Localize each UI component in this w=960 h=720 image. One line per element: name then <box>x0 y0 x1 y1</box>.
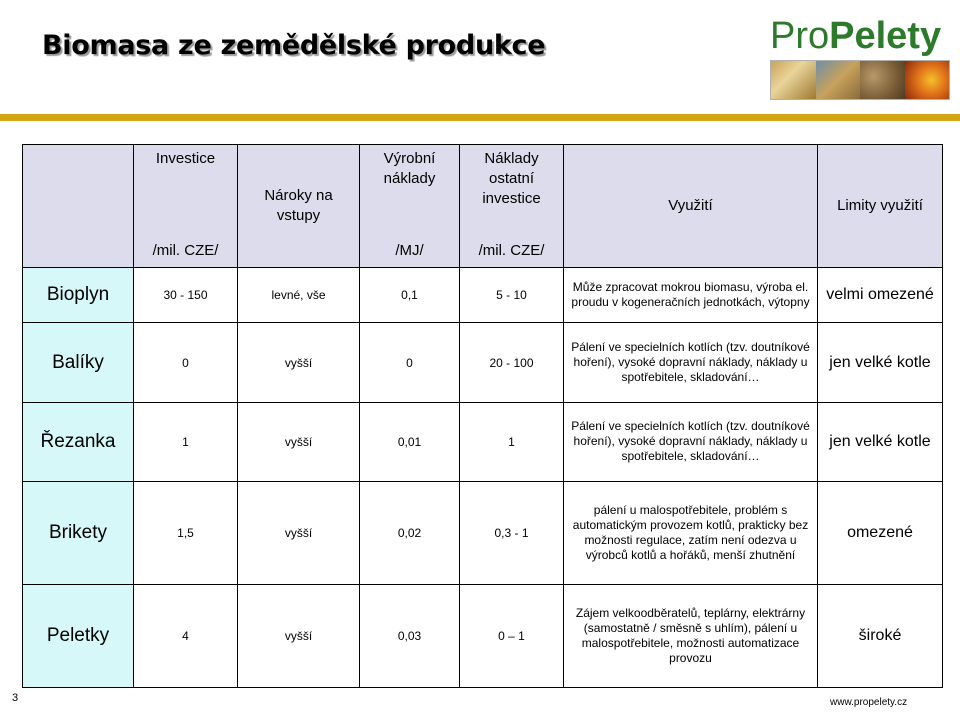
logo-pro-text: Pro <box>770 15 830 57</box>
cell-ostatni: 1 <box>460 402 564 481</box>
row-name: Peletky <box>23 584 134 687</box>
page-title: Biomasa ze zemědělské produkce <box>42 30 546 61</box>
cell-investice: 0 <box>134 323 238 402</box>
cell-naroky: vyšší <box>238 323 360 402</box>
table-row <box>23 402 943 481</box>
header-investice-unit: /mil. CZE/ <box>152 242 219 259</box>
cell-naroky: vyšší <box>238 481 360 584</box>
table-header-row <box>23 145 943 268</box>
cell-ostatni: 0 – 1 <box>460 584 564 687</box>
header-vyuziti: Využití <box>564 145 818 268</box>
cell-limity: velmi omezené <box>818 268 943 323</box>
propelety-logo <box>768 14 948 100</box>
page-number: 3 <box>12 692 19 704</box>
header-investice <box>134 145 238 268</box>
row-name: Brikety <box>23 481 134 584</box>
cell-investice: 4 <box>134 584 238 687</box>
cell-vyrobni: 0,01 <box>360 402 460 481</box>
cell-vyuziti: Může zpracovat mokrou biomasu, výroba el. proudu v kogeneračních jednotkách, výtopny <box>564 268 818 323</box>
header-vyrobni <box>360 145 460 268</box>
footer-url: www.propelety.cz <box>830 697 908 708</box>
row-name: Bioplyn <box>23 268 134 323</box>
header-vyrobni-label: Výrobní náklady <box>383 150 436 187</box>
table-row <box>23 584 943 687</box>
header-vyrobni-unit: /MJ/ <box>395 242 424 259</box>
cell-vyrobni: 0,1 <box>360 268 460 323</box>
header-empty-cell <box>23 145 134 268</box>
cell-naroky: levné, vše <box>238 268 360 323</box>
table-row <box>23 481 943 584</box>
cell-vyuziti: Zájem velkoodběratelů, teplárny, elektrárny (samostatně / směsně s uhlím), pálení u malospotřebitele, možnosti automatizace provozu <box>564 584 818 687</box>
cell-vyrobni: 0,02 <box>360 481 460 584</box>
cell-vyrobni: 0 <box>360 323 460 402</box>
cell-investice: 1,5 <box>134 481 238 584</box>
cell-ostatni: 0,3 - 1 <box>460 481 564 584</box>
row-name: Balíky <box>23 323 134 402</box>
cell-vyuziti: Pálení ve specielních kotlích (tzv. doutníkové hoření), vysoké dopravní náklady, náklady u spotřebitele, skladování… <box>564 402 818 481</box>
cell-vyuziti: pálení u malospotřebitele, problém s automatickým provozem kotlů, prakticky bez možnosti regulace, zatím není odezva u výrobců kotlů a hořáků, menší zhutnění <box>564 481 818 584</box>
cell-vyrobni: 0,03 <box>360 584 460 687</box>
cell-vyuziti: Pálení ve specielních kotlích (tzv. doutníkové hoření), vysoké dopravní náklady, náklady u spotřebitele, skladování… <box>564 323 818 402</box>
accent-bar <box>0 114 960 121</box>
cell-ostatni: 20 - 100 <box>460 323 564 402</box>
cell-investice: 30 - 150 <box>134 268 238 323</box>
header-ostatni-label: Náklady ostatní investice <box>482 150 541 207</box>
biomass-table <box>22 144 943 688</box>
logo-pelety-text: Pelety <box>829 15 942 57</box>
cell-limity: omezené <box>818 481 943 584</box>
header-investice-label: Investice <box>155 150 216 167</box>
cell-ostatni: 5 - 10 <box>460 268 564 323</box>
row-name: Řezanka <box>23 402 134 481</box>
header-ostatni-unit: /mil. CZE/ <box>478 242 545 259</box>
header-ostatni <box>460 145 564 268</box>
cell-limity: široké <box>818 584 943 687</box>
table-row <box>23 323 943 402</box>
cell-investice: 1 <box>134 402 238 481</box>
cell-limity: jen velké kotle <box>818 323 943 402</box>
logo-photo-strip <box>770 60 950 100</box>
header-limity: Limity využití <box>818 145 943 268</box>
cell-limity: jen velké kotle <box>818 402 943 481</box>
table-row <box>23 268 943 323</box>
cell-naroky: vyšší <box>238 584 360 687</box>
header-naroky: Nároky na vstupy <box>238 145 360 268</box>
cell-naroky: vyšší <box>238 402 360 481</box>
